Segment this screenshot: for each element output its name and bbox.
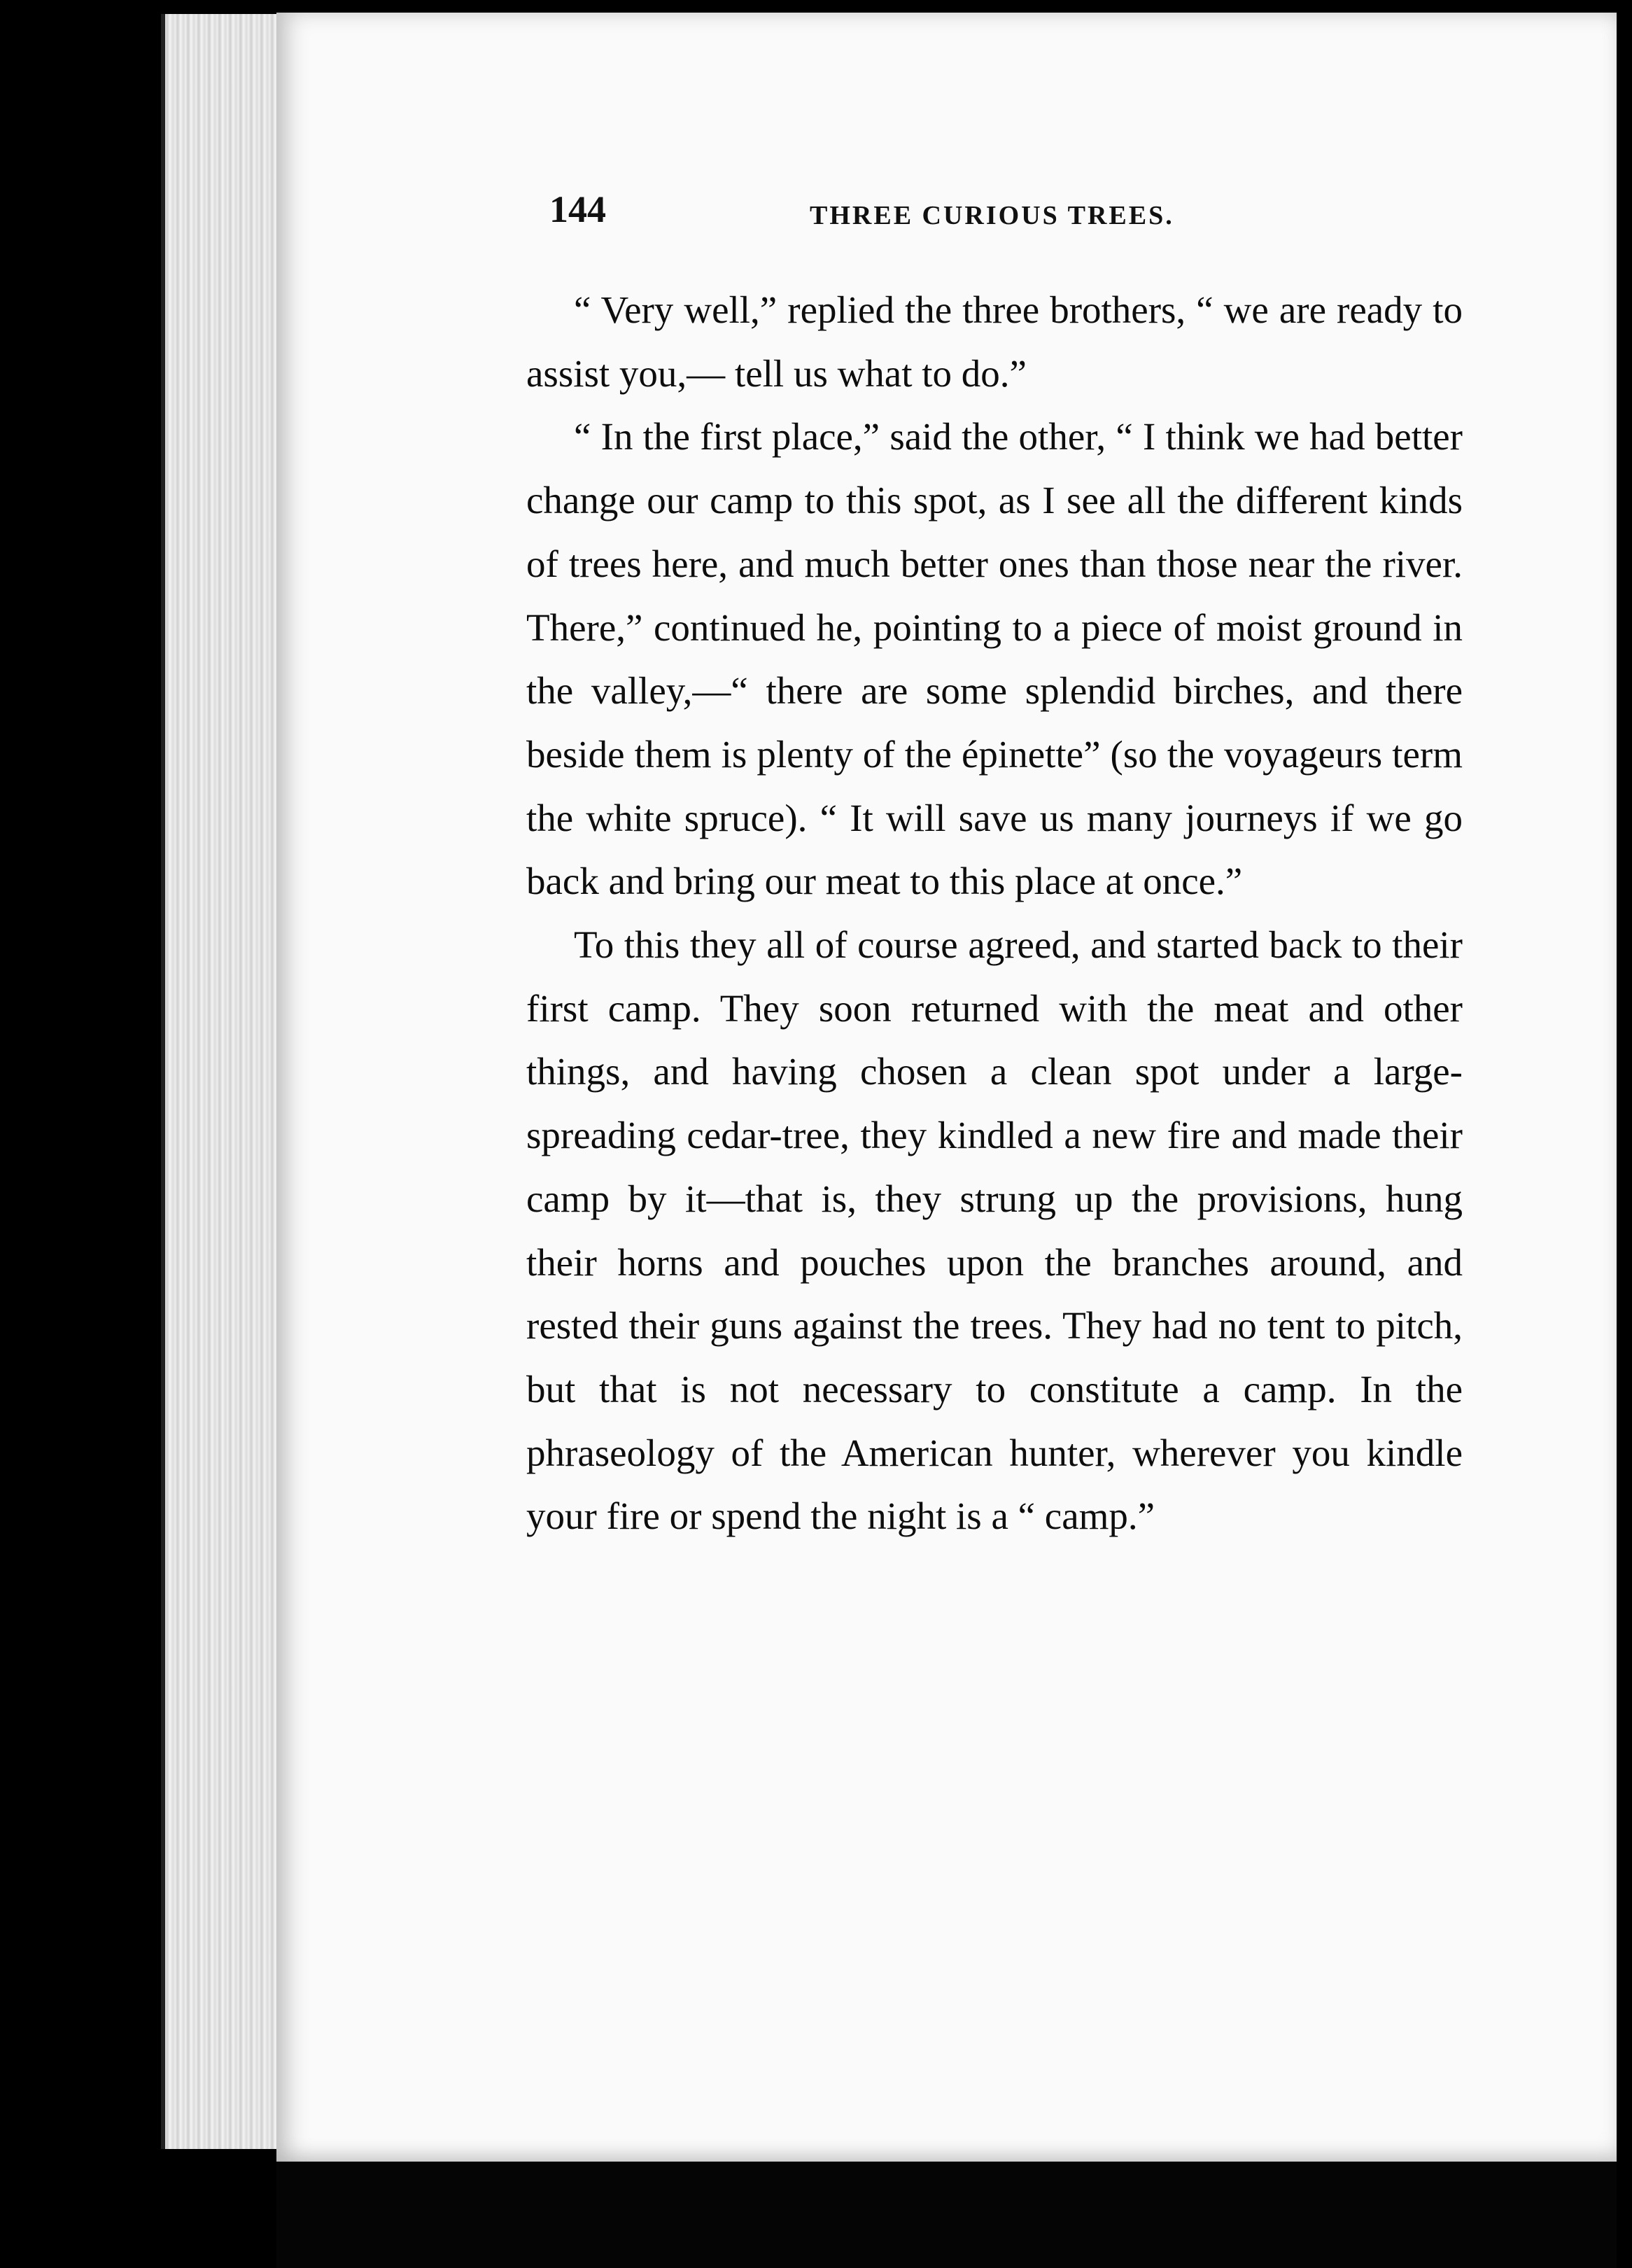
paragraph: To this they all of course agreed, and started back to their first camp. They soon returned with the meat and other things, and having chosen a clean spot under a large-spreading cedar-tree, they kindled a new fire and made their camp by it—that is, they strung up the provisions, hung their horns and pouches upon the branches around, and rested their guns against the trees. They had no tent to pitch, but that is not necessary to constitute a camp. In the phraseology of the American hunter, wherever you kindle your fire or spend the night is a “ camp.” [526,923,1463,1538]
scan-background-bottom [276,2162,1617,2268]
page-header [549,188,1249,237]
running-title: THREE CURIOUS TREES. [810,201,1174,230]
page-number: 144 [549,188,606,230]
paragraph: “ Very well,” replied the three brothers, “ we are ready to assist you,— tell us what to do.” [526,288,1463,395]
page-edges [161,14,284,2149]
paragraph: “ In the first place,” said the other, “ I think we had better change our camp to this spot, as I see all the different kinds of trees here, and much better ones than those near the river. There,” continued he, pointing to a piece of moist ground in the valley,—“ there are some splendid birches, and there beside them is plenty of the épinette” (so the voyageurs term the white spruce). “ It will save us many journeys if we go back and bring our meat to this place at once.” [526,415,1463,903]
scan-background-right [1617,0,1632,2268]
page-body [526,279,1463,1548]
